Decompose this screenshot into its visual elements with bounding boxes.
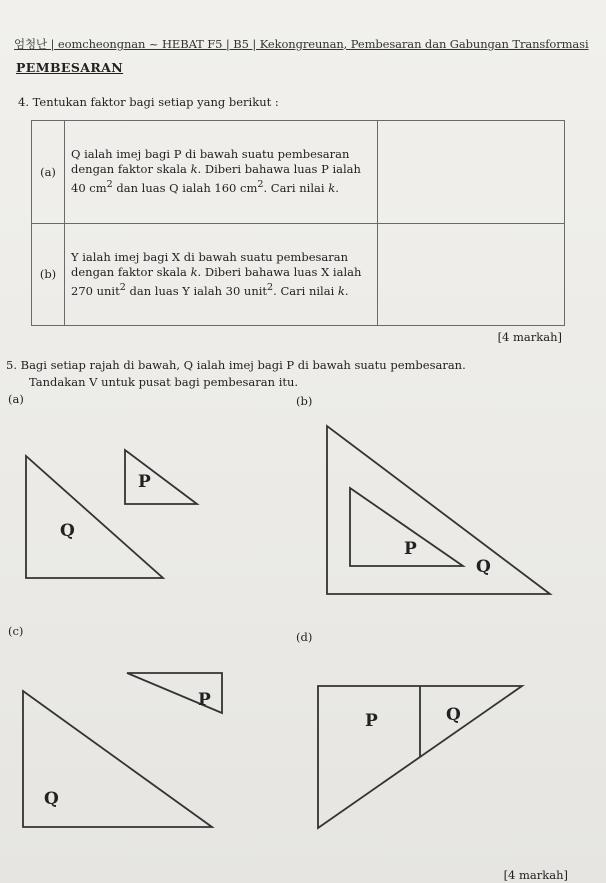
letter-p-d: P	[365, 711, 378, 731]
table-row	[32, 223, 565, 326]
triangle-p-a	[125, 450, 197, 504]
page-header: 엄청난 | eomcheongnan ~ HEBAT F5 | B5 | Kekongreunan, Pembesaran dan Gabungan Transformasi	[14, 37, 589, 51]
diagram-label-d: (d)	[296, 630, 313, 644]
letter-q-c: Q	[44, 789, 59, 809]
diagram-label-c: (c)	[8, 624, 24, 638]
question-5-prompt: 5. Bagi setiap rajah di bawah, Q ialah imej bagi P di bawah suatu pembesaran.	[6, 358, 466, 372]
question-line: dengan faktor skala k. Diberi bahawa luas X ialah	[71, 264, 362, 279]
diagram-c[interactable]	[0, 665, 300, 835]
letter-p-c: P	[198, 690, 211, 710]
letter-q-a: Q	[60, 521, 75, 541]
letter-q-b: Q	[476, 557, 491, 577]
question-5-marks: [4 markah]	[503, 868, 568, 882]
answer-space[interactable]	[378, 121, 565, 224]
letter-p-b: P	[404, 539, 417, 559]
letter-q-d: Q	[446, 705, 461, 725]
question-5-instruction: Tandakan V untuk pusat bagi pembesaran itu.	[29, 375, 299, 389]
row-label: (b)	[32, 223, 65, 326]
section-title: PEMBESARAN	[16, 60, 124, 75]
table-row	[32, 121, 565, 224]
question-line: 40 $cm^2$ dan luas Q ialah 160 $cm^2$. Cari nilai k.	[71, 179, 339, 196]
question-4-table	[31, 120, 565, 326]
question-line: Q ialah imej bagi P di bawah suatu pembesaran	[71, 147, 350, 162]
diagram-a[interactable]	[0, 440, 300, 600]
letter-p-a: P	[138, 472, 151, 492]
diagram-b[interactable]	[300, 420, 600, 620]
diagram-label-a: (a)	[8, 392, 24, 406]
question-line: 270 unit$^2$ dan luas Y ialah 30 unit$^2$. Cari nilai k.	[71, 281, 349, 298]
question-text	[65, 223, 378, 326]
question-line: Y ialah imej bagi X di bawah suatu pembesaran	[71, 249, 349, 264]
row-label: (a)	[32, 121, 65, 224]
diagram-label-b: (b)	[296, 394, 313, 408]
question-line: dengan faktor skala k. Diberi bahawa luas P ialah	[71, 162, 361, 177]
diagram-d[interactable]	[300, 682, 600, 832]
question-4-prompt: 4. Tentukan faktor bagi setiap yang berikut :	[18, 95, 279, 109]
question-4-marks: [4 markah]	[497, 330, 562, 344]
triangle-q-b	[327, 426, 550, 594]
answer-space[interactable]	[378, 223, 565, 326]
question-text	[65, 121, 378, 224]
